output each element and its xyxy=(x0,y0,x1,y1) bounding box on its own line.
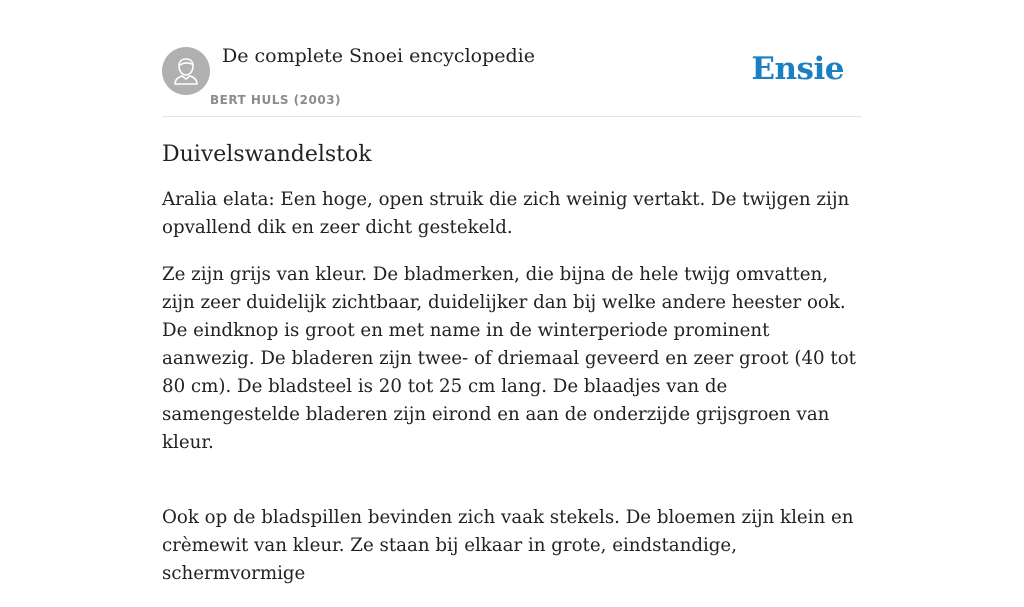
page-header xyxy=(162,0,862,117)
author-name[interactable]: BERT HULS (2003) xyxy=(210,93,342,107)
article-paragraph: Ze zijn grijs van kleur. De bladmerken, die bijna de hele twijg omvatten, zijn zeer duidelijk zichtbaar, duidelijker dan bij welke andere heester ook. De eindknop is groot en met name in de winterperiode prominent aanwezig. De bladeren zijn twee- of driemaal geveerd en zeer groot (40 tot 80 cm). De bladsteel is 20 tot 25 cm lang. De blaadjes van de samengestelde bladeren zijn eirond en aan de onderzijde grijsgroen van kleur. xyxy=(162,264,856,453)
article-paragraph: Ook op de bladspillen bevinden zich vaak stekels. De bloemen zijn klein en crèmewit van kleur. Ze staan bij elkaar in grote, eindstandige, schermvormige xyxy=(162,507,854,584)
book-title[interactable]: De complete Snoei encyclopedie xyxy=(222,45,535,67)
user-silhouette-icon xyxy=(162,47,210,95)
article-headword: Duivelswandelstok xyxy=(162,142,372,167)
author-avatar[interactable] xyxy=(162,47,210,95)
ensie-logo[interactable]: Ensie xyxy=(751,51,844,87)
article-content xyxy=(162,138,862,607)
article-paragraph: Aralia elata: Een hoge, open struik die zich weinig vertakt. De twijgen zijn opvallend dik en zeer dicht gestekeld. xyxy=(162,189,850,238)
